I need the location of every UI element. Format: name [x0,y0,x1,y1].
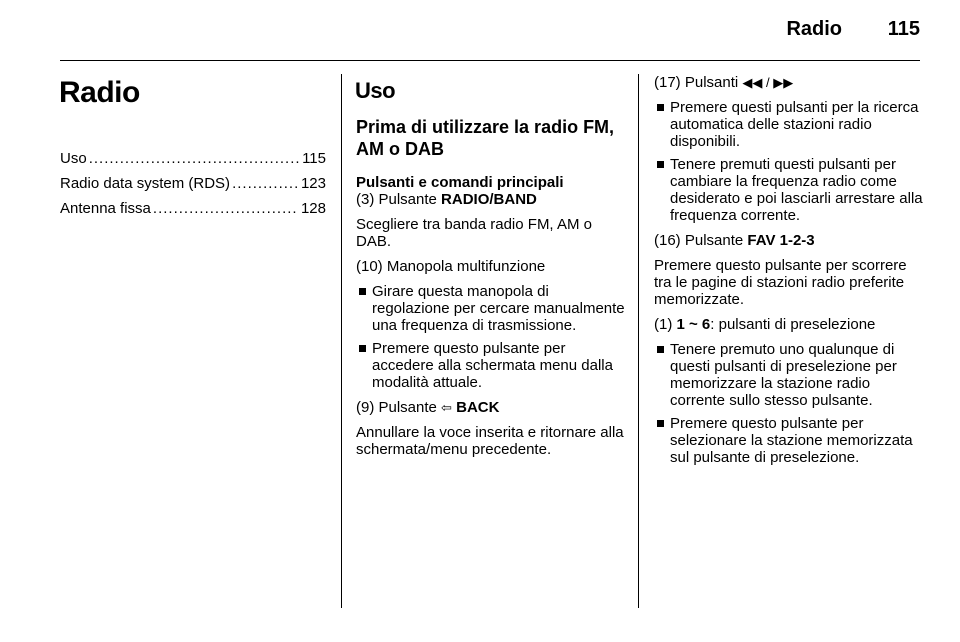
column-divider [638,74,639,608]
toc-page: 123 [300,175,326,192]
paragraph [654,316,924,333]
seek-icons: ◀◀ / ▶▶ [742,75,794,90]
button-name: FAV 1-2-3 [747,232,815,249]
button-name: 1 ~ 6 [676,316,711,333]
paragraph: Premere questo pulsante per scorrere tra le pagine di stazioni radio preferite memorizzate. [654,257,907,308]
text: (16) Pulsante [654,232,748,249]
text: (1) [654,316,677,333]
toc-page: 128 [300,200,326,217]
paragraph [356,399,626,416]
section-title: Uso [355,78,396,103]
paragraph: Scegliere tra banda radio FM, AM o DAB. [356,216,592,250]
toc-page: 115 [302,150,326,167]
button-name: RADIO/BAND [441,191,537,208]
bullet-list [654,99,924,224]
text: (3) Pulsante [356,191,442,208]
toc-leader [153,200,299,217]
toc-leader [89,150,300,167]
content-column-2 [654,74,924,474]
chapter-title: Radio [59,76,140,109]
toc-label: Uso [60,150,87,167]
bullet-item: Premere questi pulsanti per la ricerca automatica delle stazioni radio disponibili. [654,99,924,150]
paragraph [654,74,924,91]
toc-entry[interactable] [60,150,326,167]
bullet-list [356,283,626,391]
toc-entry[interactable] [60,200,326,217]
page-number: 115 [887,18,920,40]
content-column-1 [356,74,626,466]
bullet-item: Girare questa manopola di regolazione per cercare manualmente una frequenza di trasmissione. [356,283,626,334]
toc-leader [232,175,299,192]
text: (9) Pulsante [356,399,442,416]
running-title: Radio [786,18,842,40]
bullet-item: Tenere premuto uno qualunque di questi pulsanti di preselezione per memorizzare la stazione radio corrente sullo stesso pulsante. [654,341,924,409]
page-header [0,0,960,60]
text: (17) Pulsanti [654,74,743,91]
header-divider [60,60,920,61]
paragraph: Annullare la voce inserita e ritornare alla schermata/menu precedente. [356,424,624,458]
column-divider [341,74,342,608]
paragraph [654,232,924,249]
subsubsection-title: Pulsanti e comandi principali [356,174,564,191]
bullet-item: Tenere premuti questi pulsanti per cambiare la frequenza radio come desiderato e poi lasciarli arrestare alla frequenza corrente. [654,156,924,224]
paragraph: (10) Manopola multifunzione [356,258,546,275]
bullet-item: Premere questo pulsante per accedere alla schermata menu dalla modalità attuale. [356,340,626,391]
back-icon: ⇦ [441,400,452,415]
text: : pulsanti di preselezione [710,316,876,333]
paragraph [356,191,626,208]
toc-label: Radio data system (RDS) [60,175,231,192]
toc-list [60,150,326,217]
button-name: BACK [456,399,500,416]
bullet-list [654,341,924,466]
toc-entry[interactable] [60,175,326,192]
bullet-item: Premere questo pulsante per selezionare la stazione memorizzata sul pulsante di preselezione. [654,415,924,466]
subsection-title: Prima di utilizzare la radio FM, AM o DAB [356,117,615,159]
toc-label: Antenna fissa [60,200,151,217]
toc-column [60,74,326,225]
